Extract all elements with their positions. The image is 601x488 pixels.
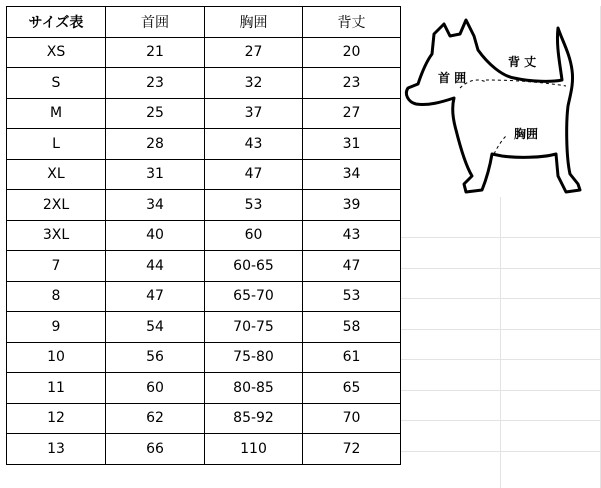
- label-neck: 首 囲: [438, 71, 467, 85]
- table-row: [7, 190, 401, 221]
- header-chest: 胸囲: [205, 7, 303, 38]
- cell-neck: 66: [106, 434, 205, 465]
- cell-back-length: 43: [303, 220, 401, 251]
- size-table: [6, 6, 401, 465]
- cell-neck: 25: [106, 98, 205, 129]
- cell-back-length: 58: [303, 312, 401, 343]
- cell-chest: 32: [205, 68, 303, 99]
- table-row: [7, 129, 401, 160]
- cell-size: S: [7, 68, 106, 99]
- cell-size: 13: [7, 434, 106, 465]
- grid-line: [401, 237, 601, 238]
- cell-back-length: 34: [303, 159, 401, 190]
- cell-back-length: 31: [303, 129, 401, 160]
- table-header-row: [7, 7, 401, 38]
- cell-size: L: [7, 129, 106, 160]
- table-row: [7, 373, 401, 404]
- cell-size: 8: [7, 281, 106, 312]
- table-row: [7, 220, 401, 251]
- cell-neck: 44: [106, 251, 205, 282]
- cell-chest: 43: [205, 129, 303, 160]
- header-back-length: 背丈: [303, 7, 401, 38]
- cell-chest: 70-75: [205, 312, 303, 343]
- table-row: [7, 342, 401, 373]
- cell-chest: 65-70: [205, 281, 303, 312]
- cell-size: 10: [7, 342, 106, 373]
- cell-neck: 40: [106, 220, 205, 251]
- table-row: [7, 37, 401, 68]
- cell-back-length: 23: [303, 68, 401, 99]
- table-row: [7, 98, 401, 129]
- cell-neck: 34: [106, 190, 205, 221]
- cell-back-length: 47: [303, 251, 401, 282]
- cell-neck: 28: [106, 129, 205, 160]
- cell-chest: 53: [205, 190, 303, 221]
- cell-size: XL: [7, 159, 106, 190]
- cell-neck: 23: [106, 68, 205, 99]
- cell-neck: 60: [106, 373, 205, 404]
- dog-measurement-diagram: [402, 6, 600, 197]
- cell-chest: 47: [205, 159, 303, 190]
- cell-neck: 47: [106, 281, 205, 312]
- grid-line: [401, 268, 601, 269]
- cell-neck: 54: [106, 312, 205, 343]
- cell-neck: 56: [106, 342, 205, 373]
- table-row: [7, 312, 401, 343]
- grid-line: [401, 451, 601, 452]
- table-row: [7, 159, 401, 190]
- cell-neck: 62: [106, 403, 205, 434]
- cell-size: 12: [7, 403, 106, 434]
- cell-back-length: 70: [303, 403, 401, 434]
- cell-back-length: 20: [303, 37, 401, 68]
- table-row: [7, 68, 401, 99]
- grid-line: [401, 329, 601, 330]
- cell-chest: 110: [205, 434, 303, 465]
- header-size: サイズ表: [7, 7, 106, 38]
- cell-size: 11: [7, 373, 106, 404]
- cell-size: XS: [7, 37, 106, 68]
- cell-neck: 31: [106, 159, 205, 190]
- label-chest: 胸囲: [514, 127, 539, 141]
- cell-size: M: [7, 98, 106, 129]
- cell-chest: 60: [205, 220, 303, 251]
- grid-line: [401, 359, 601, 360]
- cell-back-length: 53: [303, 281, 401, 312]
- cell-back-length: 39: [303, 190, 401, 221]
- cell-chest: 27: [205, 37, 303, 68]
- label-back-length: 背 丈: [508, 55, 537, 69]
- cell-size: 3XL: [7, 220, 106, 251]
- table-row: [7, 251, 401, 282]
- cell-back-length: 27: [303, 98, 401, 129]
- grid-line: [401, 298, 601, 299]
- table-row: [7, 281, 401, 312]
- cell-back-length: 72: [303, 434, 401, 465]
- table-row: [7, 403, 401, 434]
- cell-size: 9: [7, 312, 106, 343]
- dog-outline: [406, 20, 580, 192]
- header-neck: 首囲: [106, 7, 205, 38]
- cell-chest: 85-92: [205, 403, 303, 434]
- chest-measure-line: [494, 136, 506, 154]
- cell-chest: 60-65: [205, 251, 303, 282]
- dog-illustration: [402, 6, 600, 197]
- cell-chest: 80-85: [205, 373, 303, 404]
- table-row: [7, 434, 401, 465]
- grid-line: [401, 390, 601, 391]
- cell-chest: 75-80: [205, 342, 303, 373]
- cell-chest: 37: [205, 98, 303, 129]
- cell-size: 7: [7, 251, 106, 282]
- cell-back-length: 61: [303, 342, 401, 373]
- cell-back-length: 65: [303, 373, 401, 404]
- grid-line: [401, 420, 601, 421]
- cell-neck: 21: [106, 37, 205, 68]
- cell-size: 2XL: [7, 190, 106, 221]
